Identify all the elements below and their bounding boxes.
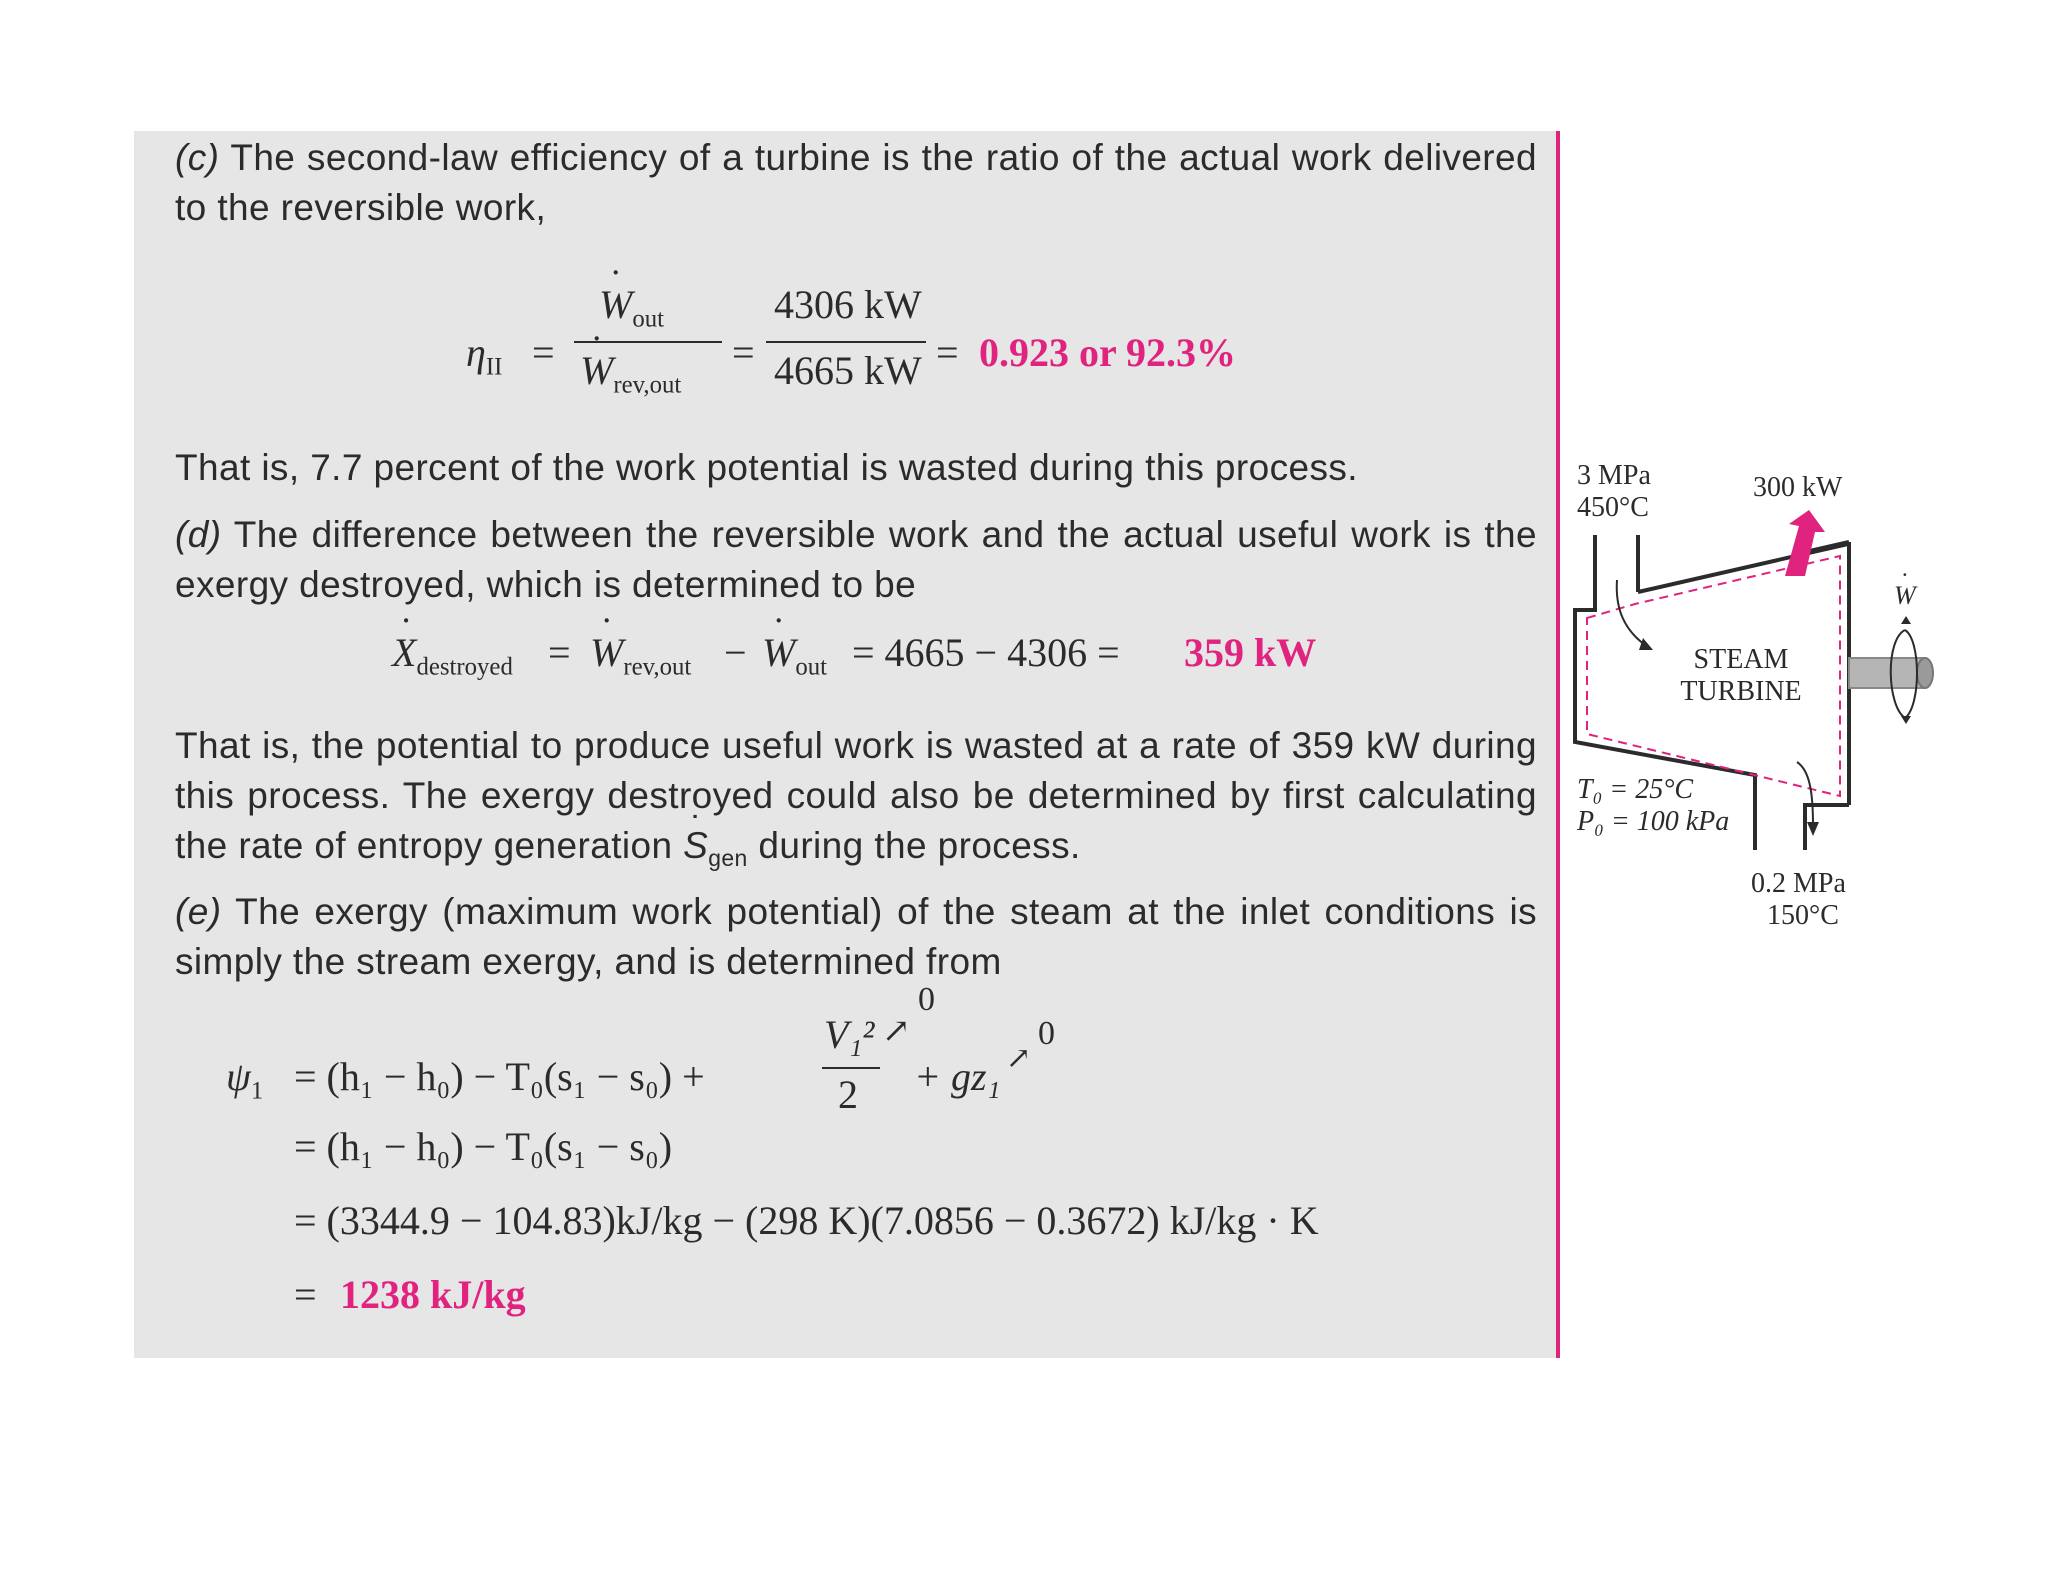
paragraph-d-text: The difference between the reversible work and the actual useful work is the exergy destroyed, which is determined to be — [175, 514, 1537, 605]
heat-loss-arrow-icon — [1785, 510, 1825, 576]
x-destroyed-symbol: ˙ X — [392, 630, 416, 675]
w-rev-out-subscript: rev,out — [623, 653, 692, 681]
turbine-label-line-2: TURBINE — [1680, 676, 1802, 707]
work-symbol: ˙ W — [1894, 581, 1916, 610]
paragraph-rate-end: during the process. — [747, 825, 1081, 866]
label-d: (d) — [175, 514, 222, 555]
paragraph-e-text: The exergy (maximum work potential) of the steam at the inlet conditions is simply the stream exergy, and is determined from — [175, 891, 1537, 982]
paragraph-rate — [175, 721, 1537, 883]
fraction-bar-ke — [822, 1067, 880, 1069]
efficiency-result: 0.923 or 92.3% — [979, 330, 1237, 375]
w-rev-symbol: ˙ W — [580, 348, 613, 393]
kinetic-denominator: 2 — [838, 1072, 858, 1117]
w-out-symbol: ˙ W — [599, 282, 632, 327]
w-out-subscript: out — [632, 305, 665, 333]
kinetic-numerator: V₁² — [824, 1012, 875, 1057]
turbine-shaft — [1849, 658, 1925, 688]
psi-subscript: 1 — [250, 1077, 264, 1105]
w-rev-subscript: rev,out — [613, 371, 682, 399]
sgen-symbol: ˙ S — [683, 825, 708, 866]
equation-destroyed — [134, 629, 1534, 699]
turbine-label-line-1: STEAM — [1693, 644, 1789, 675]
inlet-flow-arrow-icon — [1639, 638, 1653, 650]
paragraph-d — [175, 510, 1537, 610]
rotation-arrow-icon — [1901, 616, 1911, 624]
paragraph-c — [175, 133, 1537, 233]
equals-sign-1: = — [532, 330, 555, 375]
potential-term: + gz₁ — [914, 1054, 1001, 1099]
potential-zero: 0 — [1038, 1015, 1055, 1052]
eta-symbol: η — [466, 330, 486, 375]
exergy-line-3: = (3344.9 − 104.83)kJ/kg − (298 K)(7.0856 − 0.3672) kJ/kg · K — [294, 1198, 1319, 1243]
equals-sign-3: = — [936, 330, 959, 375]
paragraph-rate-text: That is, the potential to produce useful work is wasted at a rate of 359 kW during this process. The exergy destroyed could also be determined by first calculating the rate of entropy generation — [175, 725, 1537, 866]
exergy-line-4-equals: = — [294, 1272, 317, 1317]
destroyed-result: 359 kW — [1184, 630, 1317, 675]
w-out-subscript-2: out — [795, 653, 828, 681]
dead-state-temperature: T₀ = 25°C — [1577, 774, 1694, 805]
equation-efficiency — [134, 282, 1534, 431]
label-c: (c) — [175, 137, 220, 178]
label-e: (e) — [175, 891, 222, 932]
minus-sign: − — [724, 630, 747, 675]
w-out-symbol-2: ˙ W — [762, 630, 795, 675]
outlet-temperature: 150°C — [1767, 900, 1839, 931]
paragraph-e — [175, 887, 1537, 987]
potential-arrow: ↗ — [1006, 1042, 1032, 1075]
solution-panel — [134, 131, 1557, 1358]
inlet-pressure: 3 MPa — [1577, 460, 1651, 491]
dead-state-pressure: P₀ = 100 kPa — [1577, 806, 1730, 837]
inlet-temperature: 450°C — [1577, 492, 1649, 523]
panel-accent-rule — [1556, 131, 1560, 1358]
equation-exergy — [134, 981, 1554, 1351]
kinetic-arrow: ↗ — [882, 1013, 911, 1050]
numerator-value: 4306 kW — [774, 282, 922, 327]
exergy-line-1: = (h₁ − h₀) − T₀(s₁ − s₀) + — [294, 1054, 705, 1099]
denominator-value: 4665 kW — [774, 348, 922, 393]
destroyed-values: = 4665 − 4306 = — [852, 630, 1120, 675]
outlet-pressure: 0.2 MPa — [1751, 868, 1846, 899]
x-destroyed-subscript: destroyed — [416, 653, 513, 681]
exergy-line-2: = (h₁ − h₀) − T₀(s₁ − s₀) — [294, 1124, 673, 1169]
equals-sign-2: = — [732, 330, 755, 375]
steam-turbine-figure — [1565, 440, 2005, 960]
w-rev-out-symbol: ˙ W — [590, 630, 623, 675]
exergy-result: 1238 kJ/kg — [340, 1272, 526, 1317]
sgen-subscript: gen — [708, 845, 748, 872]
paragraph-wasted: That is, 7.7 percent of the work potential is wasted during this process. — [175, 447, 1358, 488]
equals-sign-4: = — [548, 630, 571, 675]
power-output: 300 kW — [1753, 472, 1843, 503]
eta-subscript: II — [485, 353, 503, 381]
outlet-flow-arrow-icon — [1807, 822, 1819, 836]
psi-symbol: ψ — [226, 1054, 251, 1099]
kinetic-zero: 0 — [918, 981, 935, 1018]
paragraph-c-text: The second-law efficiency of a turbine is the ratio of the actual work delivered to the reversible work, — [175, 137, 1537, 228]
fraction-bar-2 — [766, 341, 926, 343]
